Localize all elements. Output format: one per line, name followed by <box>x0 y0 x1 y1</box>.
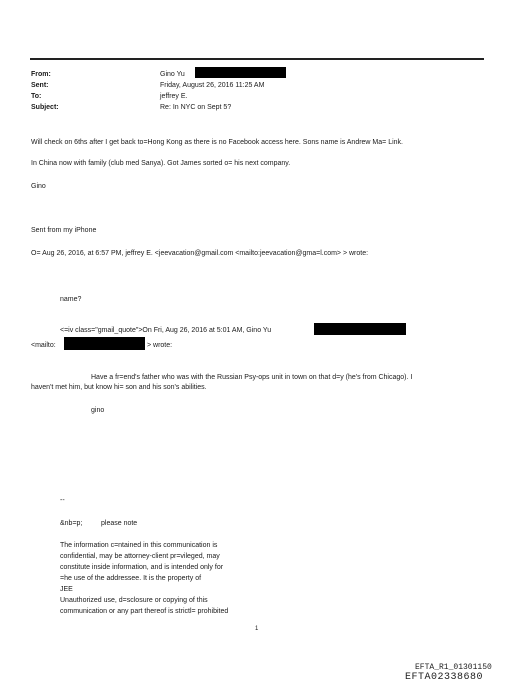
sent-label: Sent: <box>31 82 49 89</box>
signature-gino-lower: gino <box>91 407 105 414</box>
from-value: Gino Yu <box>160 71 185 78</box>
to-label: To: <box>31 93 42 100</box>
please-note: please note <box>101 520 138 527</box>
subject-value: Re: In NYC on Sept 5? <box>160 104 232 111</box>
sent-from-iphone: Sent from my iPhone <box>31 227 97 234</box>
paragraph-line-1: Have a fr=end's father who was with the Russian Psy-ops unit in town on that d=y (he's from Chicago). I <box>91 374 413 381</box>
wrote-label: > wrote: <box>147 342 173 349</box>
page-number: 1 <box>255 626 259 632</box>
disclaimer-line-1: The information c=ntained in this communication is <box>60 542 218 549</box>
signature-gino: Gino <box>31 183 46 190</box>
paragraph-line-2: haven't met him, but know hi= son and his son's abilities. <box>31 384 207 391</box>
dashes: -- <box>60 497 65 504</box>
disclaimer-line-3: constitute inside information, and is intended only for <box>60 564 224 571</box>
bates-id-2: EFTA02338680 <box>405 672 484 683</box>
header-rule <box>30 58 484 60</box>
bates-id-1: EFTA_R1_01301150 <box>415 663 492 672</box>
body-line-2: In China now with family (club med Sanya). Got James sorted o= his next company. <box>31 160 291 167</box>
disclaimer-line-7: communication or any part thereof is strictl= prohibited <box>60 608 229 615</box>
body-line-1: Will check on 6ths after I get back to=Hong Kong as there is no Facebook access here. Sons name is Andrew Ma= Link. <box>31 139 403 146</box>
gmail-quote-line: <=iv class="gmail_quote">On Fri, Aug 26, 2016 at 5:01 AM, Gino Yu <box>60 327 272 334</box>
quote-intro: O= Aug 26, 2016, at 6:57 PM, jeffrey E. <jeevacation@gmail.com <mailto:jeevacation@gma=l.com> > wrote: <box>31 250 369 257</box>
subject-label: Subject: <box>31 104 59 111</box>
nbsp-text: &nb=p; <box>60 520 83 527</box>
sent-value: Friday, August 26, 2016 11:25 AM <box>160 82 265 89</box>
disclaimer-line-5: JEE <box>60 586 73 593</box>
to-value: jeffrey E. <box>160 93 188 100</box>
name-question: name? <box>60 296 82 303</box>
from-label: From: <box>31 71 51 78</box>
disclaimer-line-4: =he use of the addressee. It is the property of <box>60 575 202 582</box>
mailto-label: <mailto: <box>31 342 56 349</box>
redaction-box <box>314 323 406 335</box>
redaction-box <box>64 337 145 350</box>
disclaimer-line-2: confidential, may be attorney-client pr=vileged, may <box>60 553 220 560</box>
disclaimer-line-6: Unauthorized use, d=sclosure or copying of this <box>60 597 208 604</box>
redaction-box <box>195 67 286 78</box>
